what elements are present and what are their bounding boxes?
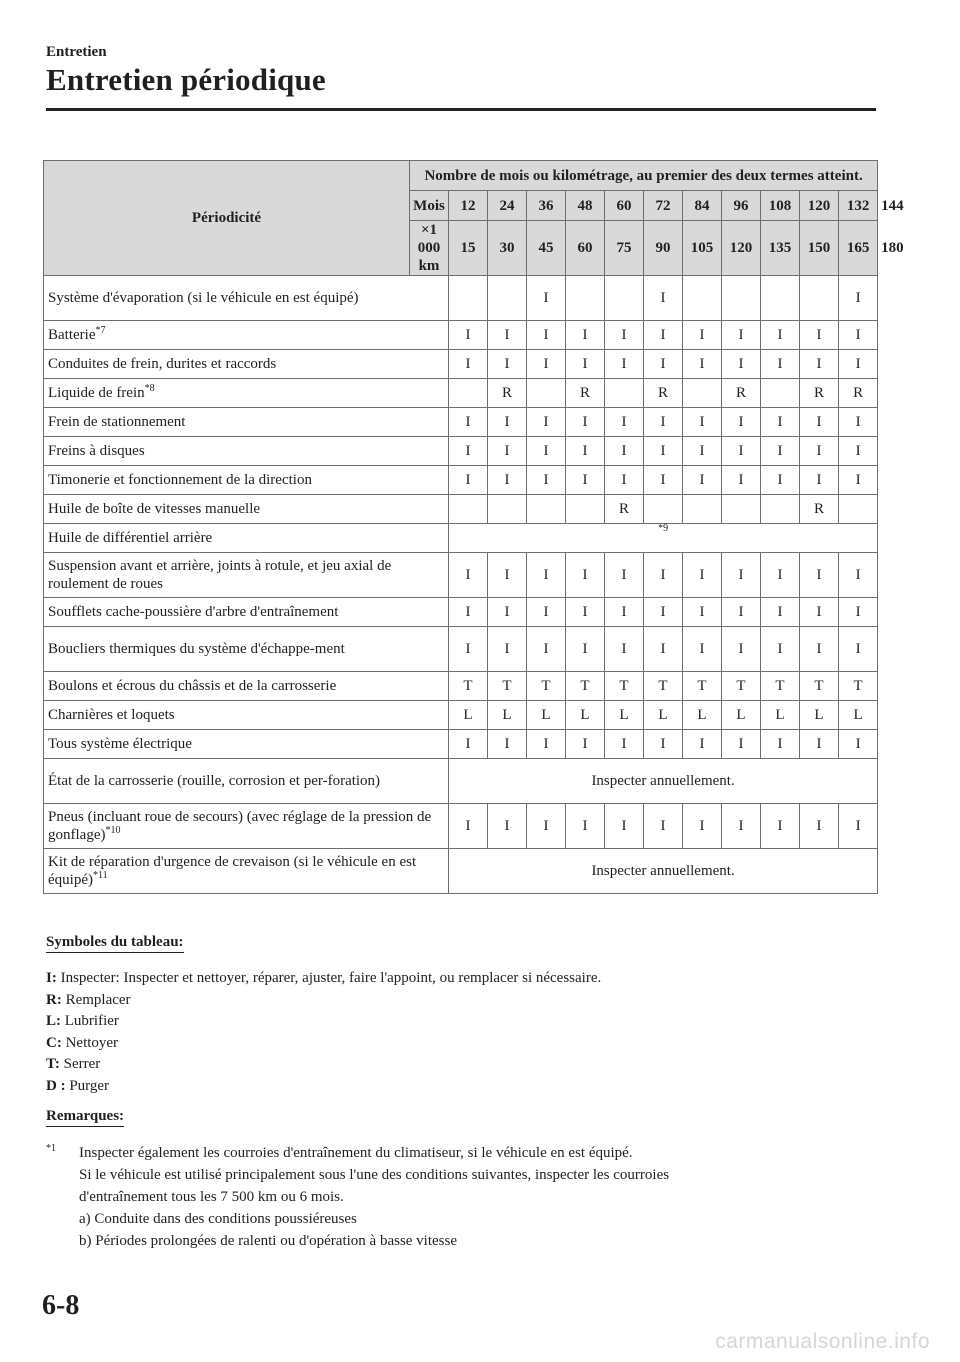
interval-cell: R <box>800 495 839 524</box>
interval-cell: I <box>800 627 839 672</box>
month-24: 24 <box>488 191 527 221</box>
interval-cell: I <box>761 804 800 849</box>
interval-cell: I <box>761 598 800 627</box>
interval-cell: I <box>527 598 566 627</box>
interval-cell: I <box>644 408 683 437</box>
interval-cell: I <box>449 437 488 466</box>
interval-cell: I <box>761 350 800 379</box>
table-row <box>44 379 878 408</box>
interval-cell: I <box>722 350 761 379</box>
interval-cell: I <box>488 321 527 350</box>
table-row <box>44 466 878 495</box>
interval-cell <box>722 276 761 321</box>
row-label: Kit de réparation d'urgence de crevaison (si le véhicule en est équipé)$^{*11}$ <box>44 849 449 894</box>
table-body <box>44 276 878 894</box>
interval-cell: I <box>644 553 683 598</box>
interval-cell <box>839 495 878 524</box>
table-row <box>44 627 878 672</box>
interval-cell <box>449 276 488 321</box>
interval-cell: I <box>527 437 566 466</box>
legend-item: C: Nettoyer <box>46 1034 119 1051</box>
interval-cell: I <box>683 730 722 759</box>
interval-cell: L <box>527 701 566 730</box>
interval-cell: I <box>605 350 644 379</box>
table-row <box>44 321 878 350</box>
interval-cell: I <box>761 627 800 672</box>
interval-cell: I <box>449 553 488 598</box>
table-row <box>44 276 878 321</box>
interval-cell: T <box>527 672 566 701</box>
interval-cell: I <box>527 466 566 495</box>
note-mark: *1 <box>46 1143 56 1154</box>
interval-cell: I <box>488 437 527 466</box>
interval-cell <box>722 495 761 524</box>
interval-cell: I <box>605 466 644 495</box>
row-label: Soufflets cache-poussière d'arbre d'entraînement <box>44 598 449 627</box>
note-line: Inspecter également les courroies d'entraînement du climatiseur, si le véhicule en est équipé. <box>79 1145 633 1161</box>
row-label: Freins à disques <box>44 437 449 466</box>
interval-cell: I <box>644 437 683 466</box>
interval-cell: I <box>683 553 722 598</box>
note-line: d'entraînement tous les 7 500 km ou 6 mois. <box>79 1189 344 1205</box>
interval-cell: I <box>605 627 644 672</box>
interval-cell <box>527 495 566 524</box>
interval-cell <box>761 276 800 321</box>
interval-cell: I <box>722 553 761 598</box>
interval-cell: R <box>566 379 605 408</box>
interval-cell: I <box>449 804 488 849</box>
interval-cell: I <box>449 627 488 672</box>
interval-cell: I <box>839 598 878 627</box>
month-48: 48 <box>566 191 605 221</box>
interval-cell: T <box>605 672 644 701</box>
interval-cell: I <box>605 598 644 627</box>
interval-cell: T <box>839 672 878 701</box>
interval-cell: I <box>566 804 605 849</box>
interval-cell: I <box>644 627 683 672</box>
interval-cell: I <box>761 321 800 350</box>
row-span-cell: Inspecter annuellement. <box>449 759 878 804</box>
interval-cell: R <box>488 379 527 408</box>
interval-cell: I <box>644 466 683 495</box>
interval-cell: T <box>800 672 839 701</box>
interval-cell: L <box>488 701 527 730</box>
km-150: 150 <box>800 221 839 276</box>
interval-cell: I <box>644 730 683 759</box>
interval-cell: I <box>449 350 488 379</box>
km-135: 135 <box>761 221 800 276</box>
interval-cell: I <box>644 598 683 627</box>
legend-item: R: Remplacer <box>46 991 131 1008</box>
interval-cell: L <box>800 701 839 730</box>
interval-cell: I <box>722 437 761 466</box>
title-rule <box>46 108 876 111</box>
km-15: 15 <box>449 221 488 276</box>
period-heading: Nombre de mois ou kilométrage, au premier des deux termes atteint. <box>410 161 878 191</box>
row-label: Système d'évaporation (si le véhicule en est équipé) <box>44 276 449 321</box>
interval-cell <box>800 276 839 321</box>
interval-cell: L <box>566 701 605 730</box>
interval-cell: I <box>683 598 722 627</box>
interval-cell <box>761 495 800 524</box>
row-label: Pneus (incluant roue de secours) (avec réglage de la pression de gonflage)$^{*10}$ <box>44 804 449 849</box>
km-120: 120 <box>722 221 761 276</box>
interval-cell: T <box>761 672 800 701</box>
remarks-title: Remarques: <box>46 1108 124 1127</box>
interval-cell <box>605 379 644 408</box>
legend-list <box>46 968 601 1098</box>
legend-title: Symboles du tableau: <box>46 934 184 953</box>
interval-cell: I <box>839 321 878 350</box>
interval-cell: I <box>839 276 878 321</box>
interval-cell: I <box>605 321 644 350</box>
interval-cell: I <box>800 408 839 437</box>
interval-cell: I <box>644 350 683 379</box>
interval-cell: I <box>761 730 800 759</box>
table-row <box>44 730 878 759</box>
month-108: 108 <box>761 191 800 221</box>
legend-item: L: Lubrifier <box>46 1013 119 1030</box>
interval-cell: I <box>722 408 761 437</box>
row-label: Suspension avant et arrière, joints à rotule, et jeu axial de roulement de roues <box>44 553 449 598</box>
interval-cell: I <box>449 321 488 350</box>
month-120: 120 <box>800 191 839 221</box>
row-label: Timonerie et fonctionnement de la direction <box>44 466 449 495</box>
row-label: Huile de boîte de vitesses manuelle <box>44 495 449 524</box>
interval-cell <box>449 495 488 524</box>
interval-cell: I <box>683 321 722 350</box>
interval-cell: I <box>644 276 683 321</box>
row-label: Boulons et écrous du châssis et de la carrosserie <box>44 672 449 701</box>
interval-cell: I <box>527 321 566 350</box>
interval-cell: I <box>800 553 839 598</box>
interval-cell: I <box>605 437 644 466</box>
row-label: Huile de différentiel arrière <box>44 524 449 553</box>
month-72: 72 <box>644 191 683 221</box>
km-60: 60 <box>566 221 605 276</box>
table-row <box>44 849 878 894</box>
interval-cell: I <box>839 553 878 598</box>
remark-note <box>46 1142 846 1252</box>
interval-cell: I <box>761 437 800 466</box>
interval-cell: I <box>527 408 566 437</box>
interval-cell: I <box>566 553 605 598</box>
interval-cell: I <box>449 730 488 759</box>
interval-cell: I <box>800 437 839 466</box>
interval-cell: I <box>449 466 488 495</box>
months-label: Mois <box>410 191 449 221</box>
interval-cell: L <box>449 701 488 730</box>
table-row <box>44 598 878 627</box>
km-90: 90 <box>644 221 683 276</box>
interval-cell: I <box>449 408 488 437</box>
interval-cell: I <box>566 466 605 495</box>
row-label: État de la carrosserie (rouille, corrosion et per-foration) <box>44 759 449 804</box>
interval-cell: I <box>722 804 761 849</box>
table-row <box>44 701 878 730</box>
table-row <box>44 672 878 701</box>
interval-cell: I <box>761 553 800 598</box>
interval-cell: I <box>683 466 722 495</box>
interval-cell: I <box>839 627 878 672</box>
month-96: 96 <box>722 191 761 221</box>
maintenance-table <box>43 160 904 894</box>
row-label: Batterie$^{*7}$ <box>44 321 449 350</box>
row-label: Conduites de frein, durites et raccords <box>44 350 449 379</box>
interval-cell: I <box>800 466 839 495</box>
table-row <box>44 804 878 849</box>
interval-cell: I <box>566 350 605 379</box>
interval-cell: I <box>761 408 800 437</box>
interval-cell: L <box>761 701 800 730</box>
interval-cell: I <box>488 466 527 495</box>
interval-cell <box>683 276 722 321</box>
table-header <box>44 161 904 276</box>
interval-cell: I <box>800 804 839 849</box>
interval-cell: L <box>722 701 761 730</box>
watermark: carmanualsonline.info <box>715 1330 930 1353</box>
interval-cell: I <box>488 730 527 759</box>
interval-cell: I <box>683 350 722 379</box>
page-number: 6-8 <box>42 1290 80 1321</box>
interval-cell: I <box>761 466 800 495</box>
km-row: ×1 000 km 15 30 45 60 75 90 105 120 135 150 165 180 <box>44 221 878 276</box>
interval-cell: I <box>800 350 839 379</box>
interval-cell: T <box>644 672 683 701</box>
interval-cell: I <box>566 598 605 627</box>
km-label: ×1 000 km <box>410 221 449 276</box>
table-row <box>44 495 878 524</box>
note-line: a) Conduite dans des conditions poussiéreuses <box>79 1211 357 1227</box>
interval-cell: I <box>488 627 527 672</box>
interval-cell: I <box>644 804 683 849</box>
interval-cell: I <box>605 408 644 437</box>
interval-cell <box>683 495 722 524</box>
table-row <box>44 553 878 598</box>
month-132: 132 <box>839 191 878 221</box>
note-line: b) Périodes prolongées de ralenti ou d'opération à basse vitesse <box>79 1233 458 1249</box>
interval-cell: R <box>839 379 878 408</box>
interval-cell: I <box>488 804 527 849</box>
interval-cell: I <box>722 627 761 672</box>
interval-cell: I <box>527 276 566 321</box>
interval-cell: L <box>644 701 683 730</box>
interval-cell: I <box>527 350 566 379</box>
row-span-cell: *9 <box>449 524 878 553</box>
interval-cell: I <box>527 730 566 759</box>
row-label: Boucliers thermiques du système d'échappe-ment <box>44 627 449 672</box>
month-60: 60 <box>605 191 644 221</box>
interval-cell: L <box>839 701 878 730</box>
periodicity-header: Périodicité <box>44 161 410 276</box>
row-label: Tous système électrique <box>44 730 449 759</box>
interval-cell: I <box>722 598 761 627</box>
legend-item: I: Inspecter: Inspecter et nettoyer, réparer, ajuster, faire l'appoint, ou remplacer si nécessaire. <box>46 970 602 986</box>
interval-cell: I <box>839 466 878 495</box>
note-body <box>79 1142 846 1252</box>
interval-cell <box>566 276 605 321</box>
interval-cell: I <box>839 730 878 759</box>
interval-cell: I <box>488 408 527 437</box>
interval-cell <box>761 379 800 408</box>
interval-cell: I <box>605 730 644 759</box>
interval-cell: R <box>800 379 839 408</box>
interval-cell: T <box>566 672 605 701</box>
interval-cell: I <box>566 437 605 466</box>
interval-cell: I <box>800 730 839 759</box>
table-row <box>44 759 878 804</box>
interval-cell: I <box>722 730 761 759</box>
interval-cell: I <box>527 627 566 672</box>
row-label: Liquide de frein$^{*8}$ <box>44 379 449 408</box>
interval-cell: T <box>683 672 722 701</box>
interval-cell: I <box>800 598 839 627</box>
row-label: Frein de stationnement <box>44 408 449 437</box>
interval-cell: R <box>605 495 644 524</box>
km-45: 45 <box>527 221 566 276</box>
interval-cell: I <box>839 408 878 437</box>
section-label: Entretien <box>46 44 107 60</box>
interval-cell: I <box>722 321 761 350</box>
legend-item: T: Serrer <box>46 1056 101 1073</box>
interval-cell: I <box>800 321 839 350</box>
interval-cell: I <box>839 437 878 466</box>
interval-cell: I <box>839 804 878 849</box>
interval-cell: L <box>683 701 722 730</box>
months-row: Mois 12 24 36 48 60 72 84 96 108 120 132 144 <box>44 191 878 221</box>
interval-cell: T <box>488 672 527 701</box>
month-36: 36 <box>527 191 566 221</box>
interval-cell: I <box>527 804 566 849</box>
month-12: 12 <box>449 191 488 221</box>
interval-cell: I <box>566 321 605 350</box>
km-30: 30 <box>488 221 527 276</box>
interval-cell <box>527 379 566 408</box>
interval-cell: I <box>644 321 683 350</box>
interval-cell <box>605 276 644 321</box>
km-165: 165 <box>839 221 878 276</box>
interval-cell: I <box>566 408 605 437</box>
row-span-cell: Inspecter annuellement. <box>449 849 878 894</box>
note-line: Si le véhicule est utilisé principalement sous l'une des conditions suivantes, inspecter les courroies <box>79 1167 670 1183</box>
row-label: Charnières et loquets <box>44 701 449 730</box>
interval-cell: I <box>683 804 722 849</box>
interval-cell <box>644 495 683 524</box>
interval-cell: T <box>722 672 761 701</box>
interval-cell: I <box>683 627 722 672</box>
table-row <box>44 408 878 437</box>
interval-cell: I <box>527 553 566 598</box>
interval-cell: I <box>605 553 644 598</box>
interval-cell: I <box>605 804 644 849</box>
km-105: 105 <box>683 221 722 276</box>
interval-cell: I <box>449 598 488 627</box>
km-75: 75 <box>605 221 644 276</box>
page-title: Entretien périodique <box>46 62 326 97</box>
table-row <box>44 437 878 466</box>
interval-cell: I <box>722 466 761 495</box>
interval-cell: I <box>683 437 722 466</box>
interval-cell: R <box>722 379 761 408</box>
legend-item: D : Purger <box>46 1077 110 1094</box>
interval-cell: T <box>449 672 488 701</box>
interval-cell: I <box>566 730 605 759</box>
interval-cell: I <box>566 627 605 672</box>
interval-cell <box>449 379 488 408</box>
interval-cell: I <box>488 553 527 598</box>
interval-cell: I <box>839 350 878 379</box>
table-row <box>44 524 878 553</box>
month-84: 84 <box>683 191 722 221</box>
table-row <box>44 350 878 379</box>
interval-cell <box>566 495 605 524</box>
interval-cell <box>683 379 722 408</box>
interval-cell: L <box>605 701 644 730</box>
interval-cell <box>488 276 527 321</box>
interval-cell: I <box>683 408 722 437</box>
interval-cell: I <box>488 598 527 627</box>
interval-cell <box>488 495 527 524</box>
interval-cell: R <box>644 379 683 408</box>
interval-cell: I <box>488 350 527 379</box>
